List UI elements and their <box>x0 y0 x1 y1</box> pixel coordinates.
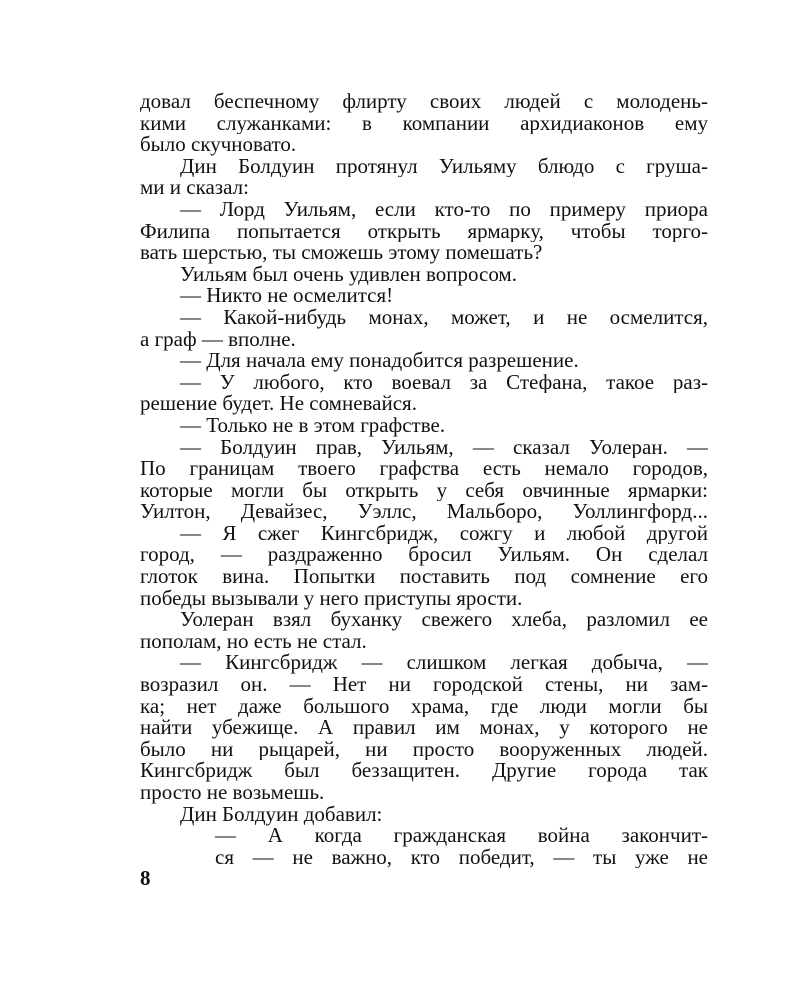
text-line: ся — не важно, кто победит, — ты уже не <box>215 846 708 869</box>
text-line: было ни рыцарей, ни просто вооруженных людей. <box>140 738 708 761</box>
text-line: решение будет. Не сомневайся. <box>140 391 417 416</box>
text-line: — Кингсбридж — слишком легкая добыча, — <box>180 652 708 675</box>
text-line: Кингсбридж был беззащитен. Другие города так <box>140 760 708 782</box>
text-line: — Какой-нибудь монах, может, и не осмелится, <box>180 306 708 329</box>
text-line: а граф — вполне. <box>140 326 296 351</box>
text-line: возразил он. — Нет ни городской стены, ни зам- <box>140 674 708 696</box>
text-line: — Я сжег Кингсбридж, сожгу и любой другой <box>180 522 708 545</box>
text-line: вать шерстью, ты сможешь этому помешать? <box>140 240 543 265</box>
text-line: — А когда гражданская война закончит- <box>215 825 708 847</box>
text-line: Уильям был очень удивлен вопросом. <box>180 261 517 286</box>
text-line: которые могли бы открыть у себя овчинные ярмарки: <box>140 479 708 502</box>
text-line: — Для начала ему понадобится разрешение. <box>180 348 579 373</box>
text-line: — Только не в этом графстве. <box>180 412 446 437</box>
text-line: было скучновато. <box>140 132 297 157</box>
text-line: найти убежище. А правил им монах, у которого не <box>140 717 708 739</box>
text-line: — Никто не осмелится! <box>180 283 394 308</box>
text-line: город, — раздраженно бросил Уильям. Он сделал <box>140 544 708 567</box>
text-line: — Лорд Уильям, если кто-то по примеру приора <box>180 198 708 221</box>
text-line: ми и сказал: <box>140 175 249 200</box>
text-line: просто не возьмешь. <box>140 780 325 804</box>
text-line: — Болдуин прав, Уильям, — сказал Уолеран. — <box>180 436 708 459</box>
page-text <box>140 91 708 868</box>
text-line: По границам твоего графства есть немало городов, <box>140 458 708 480</box>
text-line: глоток вина. Попытки поставить под сомнение его <box>140 566 708 588</box>
text-line: пополам, но есть не стал. <box>140 628 367 653</box>
text-line: Дин Болдуин протянул Уильяму блюдо с груша- <box>180 155 708 178</box>
text-line: — У любого, кто воевал за Стефана, такое раз- <box>180 371 708 394</box>
text-line: Филипа попытается открыть ярмарку, чтобы торго- <box>140 220 708 243</box>
text-line: довал беспечному флирту своих людей с молодень- <box>140 91 708 113</box>
text-line: кими служанками: в компании архидиаконов ему <box>140 112 708 135</box>
page-number: 8 <box>140 866 151 890</box>
text-line: Уилтон, Девайзес, Уэллс, Мальборо, Уоллингфорд... <box>140 501 708 523</box>
text-line: Дин Болдуин добавил: <box>180 801 383 826</box>
text-line: победы вызывали у него приступы ярости. <box>140 585 523 610</box>
text-line: Уолеран взял буханку свежего хлеба, разломил ее <box>180 609 708 631</box>
text-line: ка; нет даже большого храма, где люди могли бы <box>140 695 708 718</box>
